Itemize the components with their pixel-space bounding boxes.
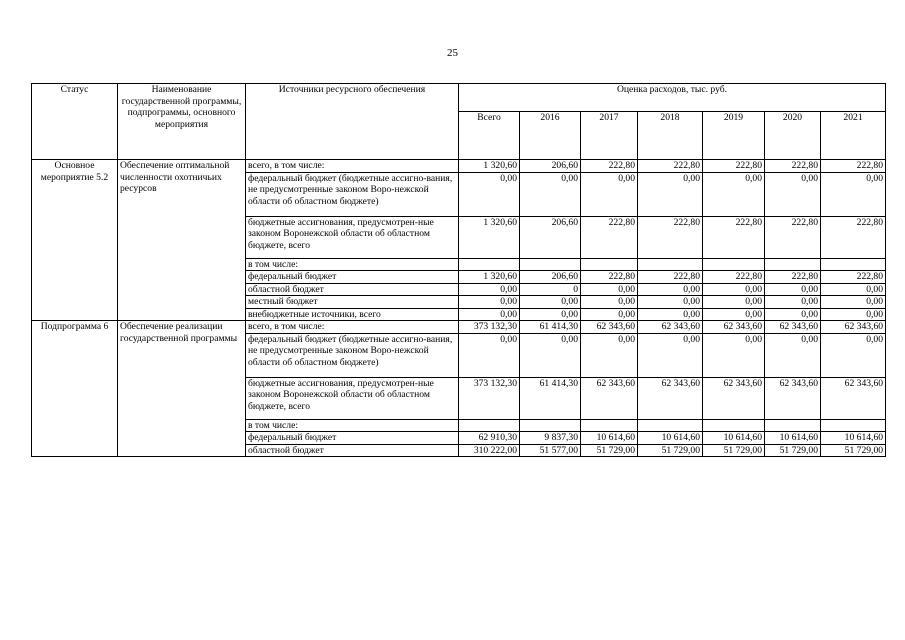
value-cell: 0,00: [638, 283, 703, 296]
value-cell: 62 343,60: [638, 377, 703, 419]
header-status: Статус: [32, 84, 118, 160]
value-cell: 0,00: [459, 296, 520, 309]
value-cell: 222,80: [821, 160, 886, 173]
value-cell: [765, 419, 821, 432]
value-cell: [581, 419, 638, 432]
header-year: 2017: [581, 112, 638, 160]
status-cell: Подпрограмма 6: [32, 321, 118, 457]
status-cell: Основное мероприятие 5.2: [32, 160, 118, 321]
value-cell: [821, 419, 886, 432]
value-cell: 0,00: [581, 172, 638, 216]
value-cell: 62 343,60: [703, 377, 765, 419]
header-year: 2016: [520, 112, 581, 160]
value-cell: 0,00: [821, 172, 886, 216]
header-estimate: Оценка расходов, тыс. руб.: [459, 84, 886, 112]
value-cell: 0,00: [581, 308, 638, 321]
value-cell: [459, 258, 520, 271]
source-cell: федеральный бюджет: [246, 432, 459, 445]
value-cell: 0,00: [765, 283, 821, 296]
value-cell: 222,80: [638, 216, 703, 258]
value-cell: 0,00: [581, 296, 638, 309]
value-cell: 10 614,60: [703, 432, 765, 445]
source-cell: в том числе:: [246, 258, 459, 271]
value-cell: 1 320,60: [459, 271, 520, 284]
header-sources: Источники ресурсного обеспечения: [246, 84, 459, 160]
value-cell: 0,00: [520, 296, 581, 309]
value-cell: 222,80: [581, 160, 638, 173]
value-cell: [765, 258, 821, 271]
value-cell: 10 614,60: [821, 432, 886, 445]
value-cell: 222,80: [703, 160, 765, 173]
page-number: 25: [447, 47, 458, 59]
value-cell: 10 614,60: [638, 432, 703, 445]
value-cell: 222,80: [581, 271, 638, 284]
value-cell: [638, 419, 703, 432]
value-cell: 0,00: [459, 283, 520, 296]
value-cell: 0,00: [638, 308, 703, 321]
value-cell: 0,00: [520, 308, 581, 321]
value-cell: 0,00: [638, 333, 703, 377]
header-year: 2020: [765, 112, 821, 160]
value-cell: 222,80: [638, 160, 703, 173]
value-cell: [703, 419, 765, 432]
value-cell: 62 343,60: [703, 321, 765, 334]
value-cell: 206,60: [520, 216, 581, 258]
value-cell: 222,80: [638, 271, 703, 284]
header-year: 2019: [703, 112, 765, 160]
value-cell: 222,80: [703, 271, 765, 284]
source-cell: областной бюджет: [246, 283, 459, 296]
header-year: Всего: [459, 112, 520, 160]
source-cell: федеральный бюджет (бюджетные ассигно-вания, не предусмотренные законом Воро-нежской области об областном бюджете): [246, 172, 459, 216]
value-cell: 61 414,30: [520, 321, 581, 334]
value-cell: 0,00: [638, 172, 703, 216]
value-cell: 0,00: [520, 172, 581, 216]
value-cell: 0,00: [703, 172, 765, 216]
table-row: [32, 160, 886, 173]
source-cell: областной бюджет: [246, 444, 459, 457]
value-cell: 62 910,30: [459, 432, 520, 445]
value-cell: 61 414,30: [520, 377, 581, 419]
value-cell: 0,00: [703, 296, 765, 309]
value-cell: 0,00: [581, 333, 638, 377]
source-cell: всего, в том числе:: [246, 321, 459, 334]
value-cell: 222,80: [765, 271, 821, 284]
value-cell: 222,80: [765, 216, 821, 258]
table-row: [32, 321, 886, 334]
value-cell: 51 729,00: [765, 444, 821, 457]
program-name-cell: Обеспечение оптимальной численности охотничьих ресурсов: [118, 160, 246, 321]
value-cell: [520, 419, 581, 432]
header-name: Наименование государственной программы, подпрограммы, основного мероприятия: [118, 84, 246, 160]
value-cell: 0,00: [638, 296, 703, 309]
header-year: 2018: [638, 112, 703, 160]
value-cell: 310 222,00: [459, 444, 520, 457]
value-cell: 1 320,60: [459, 160, 520, 173]
source-cell: бюджетные ассигнования, предусмотрен-ные законом Воронежской области об областном бюджете, всего: [246, 216, 459, 258]
resource-table: [31, 83, 886, 457]
source-cell: федеральный бюджет: [246, 271, 459, 284]
value-cell: 0,00: [821, 283, 886, 296]
value-cell: 222,80: [581, 216, 638, 258]
value-cell: 62 343,60: [765, 377, 821, 419]
value-cell: 0,00: [765, 172, 821, 216]
value-cell: 0,00: [520, 333, 581, 377]
value-cell: 0,00: [459, 308, 520, 321]
value-cell: 0,00: [765, 308, 821, 321]
value-cell: 0,00: [765, 296, 821, 309]
value-cell: 222,80: [703, 216, 765, 258]
value-cell: [520, 258, 581, 271]
source-cell: бюджетные ассигнования, предусмотрен-ные законом Воронежской области об областном бюджете, всего: [246, 377, 459, 419]
value-cell: 0,00: [821, 308, 886, 321]
value-cell: [638, 258, 703, 271]
value-cell: 0,00: [459, 333, 520, 377]
value-cell: 0,00: [703, 333, 765, 377]
source-cell: местный бюджет: [246, 296, 459, 309]
source-cell: внебюджетные источники, всего: [246, 308, 459, 321]
value-cell: 0,00: [459, 172, 520, 216]
value-cell: 62 343,60: [765, 321, 821, 334]
value-cell: 0,00: [581, 283, 638, 296]
value-cell: 62 343,60: [821, 377, 886, 419]
value-cell: 51 729,00: [703, 444, 765, 457]
value-cell: 62 343,60: [581, 321, 638, 334]
value-cell: 51 729,00: [821, 444, 886, 457]
value-cell: 51 729,00: [581, 444, 638, 457]
value-cell: 0,00: [703, 308, 765, 321]
value-cell: 0,00: [821, 296, 886, 309]
value-cell: 0,00: [765, 333, 821, 377]
value-cell: 51 577,00: [520, 444, 581, 457]
value-cell: 62 343,60: [821, 321, 886, 334]
source-cell: всего, в том числе:: [246, 160, 459, 173]
value-cell: [581, 258, 638, 271]
value-cell: 62 343,60: [638, 321, 703, 334]
value-cell: 1 320,60: [459, 216, 520, 258]
program-name-cell: Обеспечение реализации государственной программы: [118, 321, 246, 457]
value-cell: 51 729,00: [638, 444, 703, 457]
value-cell: 373 132,30: [459, 377, 520, 419]
value-cell: 0,00: [821, 333, 886, 377]
value-cell: 9 837,30: [520, 432, 581, 445]
value-cell: 10 614,60: [765, 432, 821, 445]
value-cell: 62 343,60: [581, 377, 638, 419]
value-cell: 206,60: [520, 271, 581, 284]
value-cell: 222,80: [821, 216, 886, 258]
value-cell: [703, 258, 765, 271]
header-year: 2021: [821, 112, 886, 160]
source-cell: в том числе:: [246, 419, 459, 432]
value-cell: 222,80: [765, 160, 821, 173]
value-cell: 0,00: [703, 283, 765, 296]
source-cell: федеральный бюджет (бюджетные ассигно-вания, не предусмотренные законом Воро-нежской области об областном бюджете): [246, 333, 459, 377]
value-cell: 222,80: [821, 271, 886, 284]
value-cell: 373 132,30: [459, 321, 520, 334]
value-cell: [459, 419, 520, 432]
value-cell: 206,60: [520, 160, 581, 173]
value-cell: 0: [520, 283, 581, 296]
value-cell: 10 614,60: [581, 432, 638, 445]
value-cell: [821, 258, 886, 271]
